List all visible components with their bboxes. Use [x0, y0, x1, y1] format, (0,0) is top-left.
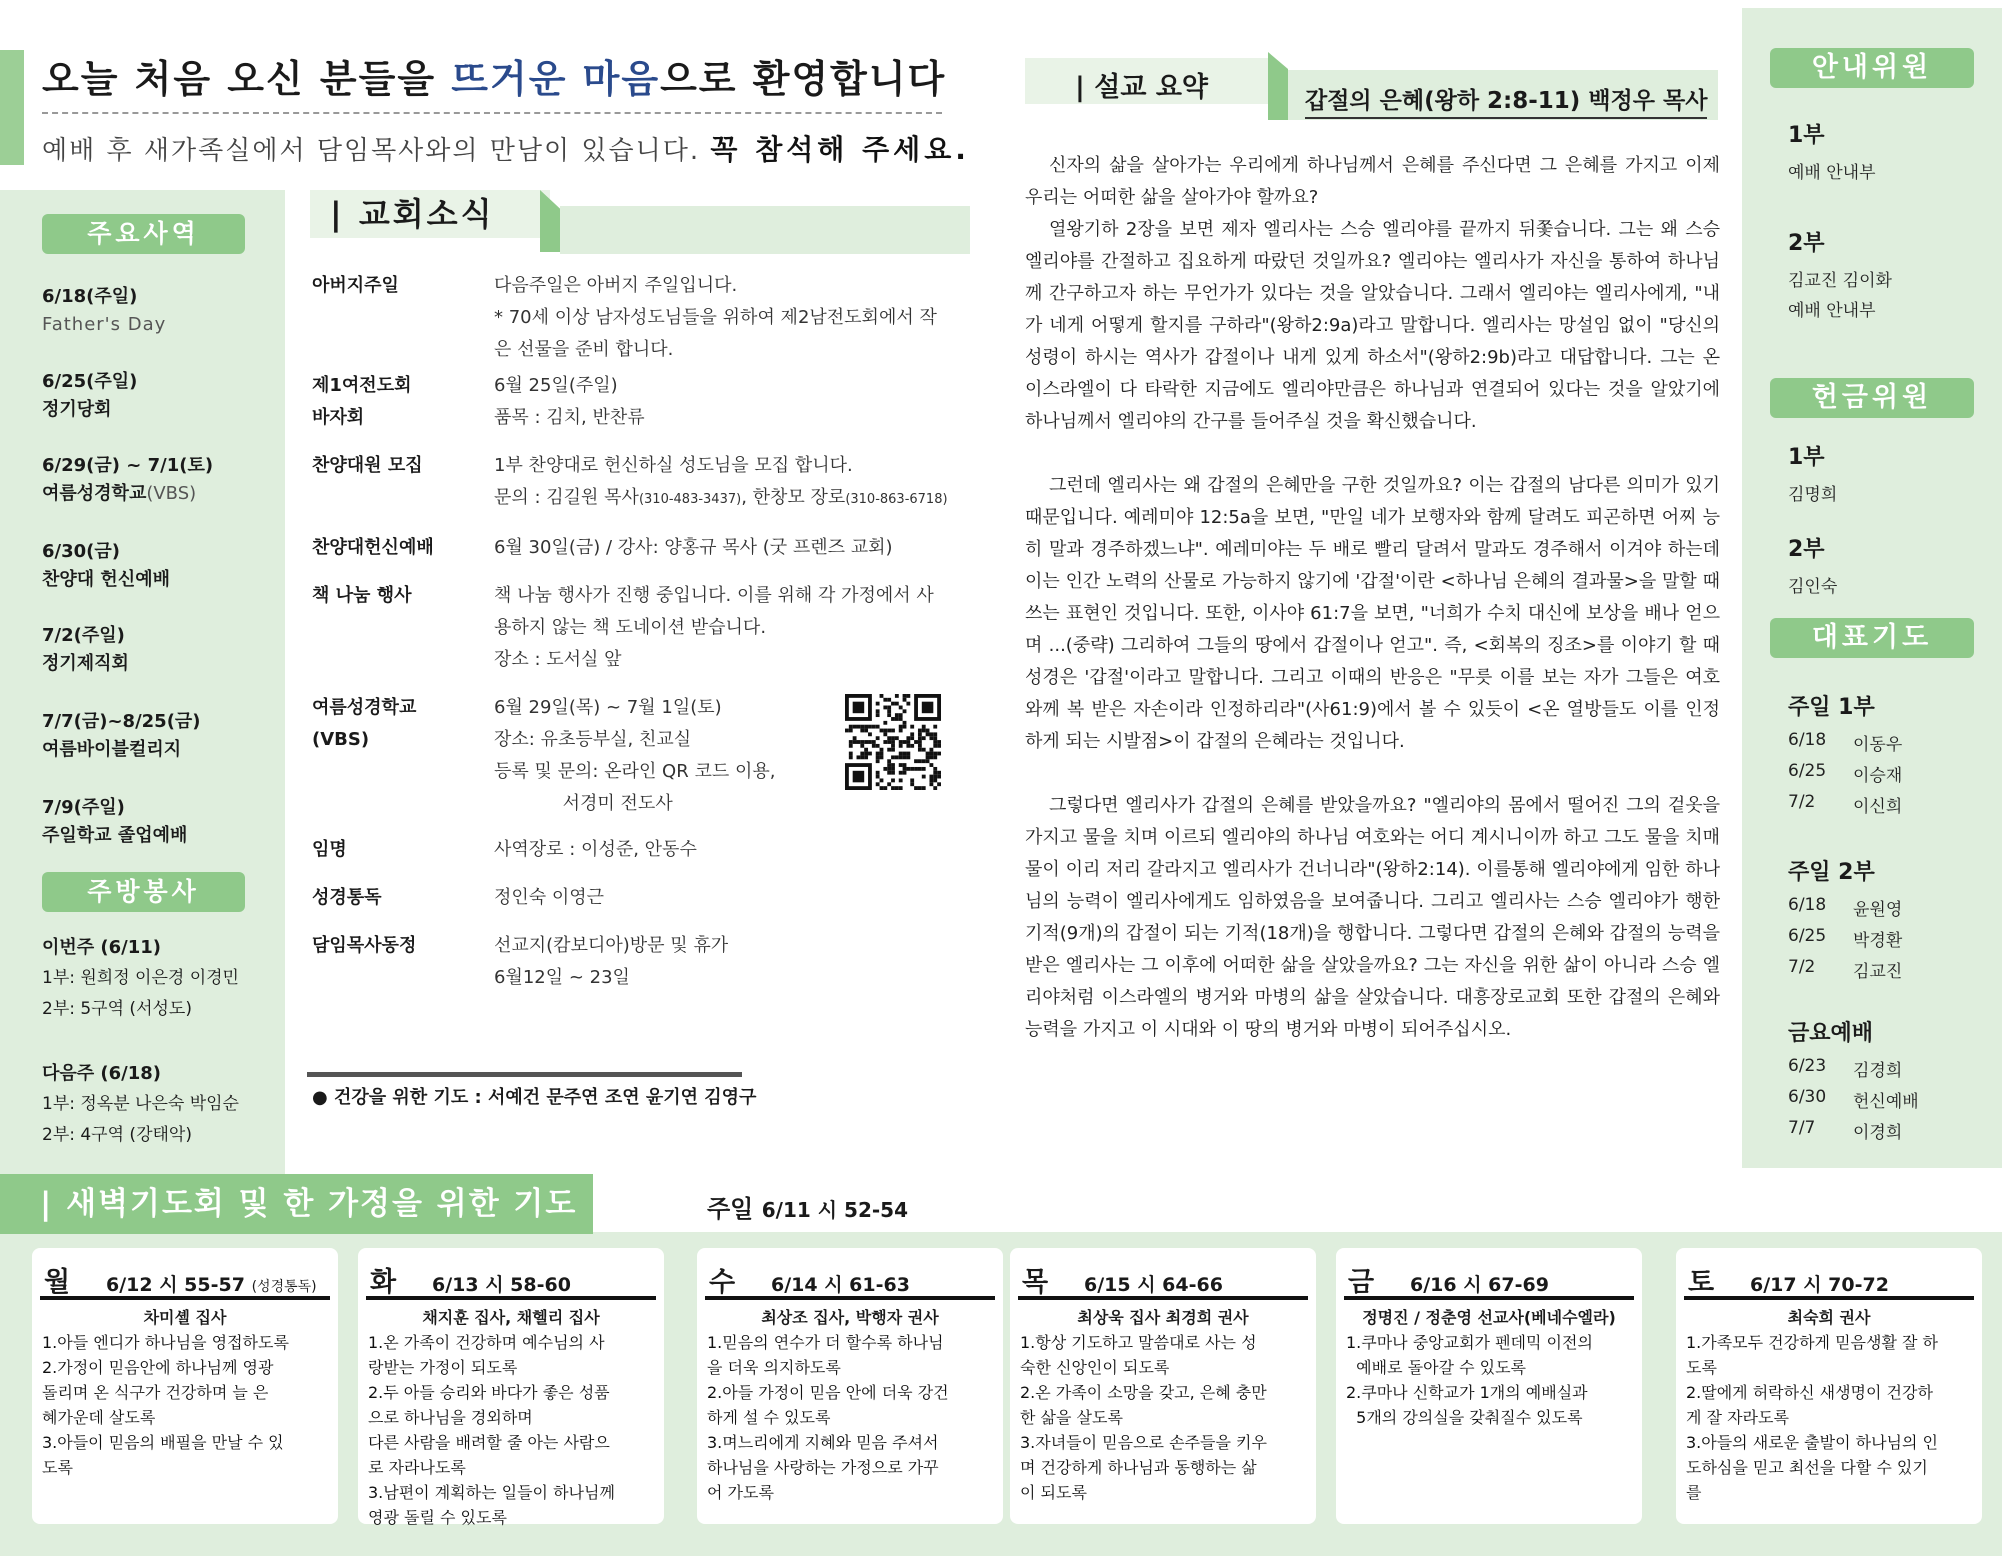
prayer-group-head: 주일 2부	[1788, 860, 1875, 885]
news-value-line: 1부 찬양대로 헌신하실 성도님을 모집 합니다.	[494, 455, 853, 476]
prayer-row	[1788, 761, 1958, 786]
card-date: 6/15 시 64-66	[1084, 1274, 1223, 1296]
news-key-line: 담임목사동정	[312, 935, 417, 956]
prayer-group-head: 주일 1부	[1788, 695, 1875, 720]
prayer-name: 이신희	[1853, 797, 1903, 817]
kitchen-heading: 주방봉사	[42, 872, 245, 912]
news-value-line: 6월 25일(주일)	[494, 375, 618, 396]
prayer-date: 6/18	[1788, 730, 1827, 750]
card-day: 화	[370, 1267, 397, 1298]
event-title: 여름성경학교(VBS)	[42, 483, 197, 504]
card-header	[366, 1264, 656, 1300]
prayer-heading: 대표기도	[1770, 618, 1974, 658]
card-item: 3.아들의 새로운 출발이 하나님의 인	[1686, 1433, 1938, 1452]
card-item: 랑받는 가정이 되도록	[368, 1358, 518, 1377]
news-key-line: 성경통독	[312, 887, 382, 908]
news-key	[312, 834, 487, 866]
event-item	[42, 622, 282, 678]
card-item: 1.온 가족이 건강하며 예수님의 사	[368, 1333, 605, 1352]
news-key-line: 찬양대헌신예배	[312, 537, 434, 558]
card-item: 이 되도록	[1020, 1483, 1087, 1502]
sermon-title: 갑절의 은혜(왕하 2:8-11) 백정우 목사	[1305, 82, 1707, 119]
prayer-name: 이동우	[1853, 735, 1903, 755]
card-item: 돌리며 온 식구가 건강하며 늘 은	[42, 1383, 269, 1402]
prayer-date: 7/2	[1788, 957, 1816, 977]
news-key	[312, 930, 487, 962]
card-item: 3.며느리에게 지혜와 믿음 주셔서	[707, 1433, 939, 1452]
offering-group-head: 2부	[1788, 537, 1825, 562]
prayer-date: 6/25	[1788, 926, 1827, 946]
sermon-paragraph: 신자의 삶을 살아가는 우리에게 하나님께서 은혜를 주신다면 그 은혜를 가지고 이제 우리는 어떠한 삶을 살아가야 할까요?	[1025, 155, 1720, 208]
phone-number: (310-863-6718)	[845, 492, 948, 507]
kitchen-week	[42, 1058, 282, 1151]
card-header	[1018, 1264, 1308, 1300]
news-key	[312, 370, 487, 434]
ushers-heading: 안내위원	[1770, 48, 1974, 88]
prayer-date: 6/30	[1788, 1087, 1827, 1107]
prayer-card	[1676, 1248, 1982, 1524]
prayer-name: 윤원영	[1853, 900, 1903, 920]
card-items	[368, 1330, 658, 1530]
offering-heading: 헌금위원	[1770, 378, 1974, 418]
news-value	[494, 370, 994, 434]
news-key-line: 찬양대원 모집	[312, 455, 423, 476]
offering-group-head: 1부	[1788, 445, 1825, 470]
card-header	[40, 1264, 330, 1300]
card-items	[1686, 1330, 1976, 1505]
card-item: 5개의 강의실을 갖춰질수 있도록	[1346, 1408, 1583, 1427]
news-value-line: 장소: 유초등부실, 친교실	[494, 729, 692, 750]
news-value-line: 정인숙 이영근	[494, 887, 605, 908]
news-value-line: 용하지 않는 책 도네이션 받습니다.	[494, 617, 767, 638]
card-item: 2.온 가족이 소망을 갖고, 은혜 충만	[1020, 1383, 1267, 1402]
news-key-line: 임명	[312, 839, 347, 860]
card-item: 1.가족모두 건강하게 믿음생활 잘 하	[1686, 1333, 1938, 1352]
card-date: 6/12 시 55-57 (성경통독)	[106, 1274, 317, 1296]
prayer-card	[358, 1248, 664, 1527]
usher-name: 예배 안내부	[1788, 301, 1876, 321]
news-key-line: 책 나눔 행사	[312, 585, 412, 606]
news-value-line: 6월 30일(금) / 강사: 양홍규 목사 (굿 프렌즈 교회)	[494, 537, 893, 558]
prayer-card	[697, 1248, 1003, 1524]
kitchen-line: 1부: 원희정 이은경 이경민	[42, 968, 239, 988]
news-value	[494, 834, 994, 866]
news-value-line: 다음주일은 아버지 주일입니다.	[494, 275, 738, 296]
card-item: 2.두 아들 승리와 바다가 좋은 성품	[368, 1383, 610, 1402]
news-heading-band	[560, 206, 970, 254]
sermon-paragraph: 그렇다면 엘리사가 갑절의 은혜를 받았을까요? "엘리야의 몸에서 떨어진 그의 겉옷을 가지고 물을 치며 이르되 엘리야의 하나님 여호와는 어디 계시니이까 하고 그도 물을 치매 물이 이리 저리 갈라지고 엘리사가 건너니라"(왕하2:14). 이를통해 엘리야에게 임한 하나님의 능력이 엘리사에게도 임하였음을 보여줍니다. 그리고 엘리사는 스승 엘리야가 행한 기적(9개)의 갑절이 되는 기적(18개)을 행합니다. 그렇다면 갑절의 은혜와 갑절의 능력을 받은 엘리사는 그 이후에 어떠한 삶을 살았을까요? 그는 자신을 위한 삶이 아니라 스승 엘리야처럼 이스라엘의 병거와 마병의 삶을 살았습니다. 대흥장로교회 또한 갑절의 은혜와 능력을 가지고 이 시대와 이 땅의 병거와 마병이 되어주십시오.	[1025, 795, 1720, 1040]
card-items	[1346, 1330, 1636, 1430]
news-divider	[307, 1072, 742, 1077]
news-key	[312, 270, 487, 302]
card-item: 도하심을 믿고 최선을 다할 수 있기	[1686, 1458, 1928, 1477]
card-day: 토	[1688, 1267, 1715, 1298]
card-item: 2.가정이 믿음안에 하나님께 영광	[42, 1358, 274, 1377]
news-value	[494, 930, 994, 994]
news-value	[494, 580, 994, 676]
news-key-line: (VBS)	[312, 729, 370, 750]
card-item: 1.쿠마나 중앙교회가 펜데믹 이전의	[1346, 1333, 1593, 1352]
news-key	[312, 882, 487, 914]
welcome-title: 오늘 처음 오신 분들을 뜨거운 마음으로 환영합니다	[42, 57, 947, 101]
card-items	[1020, 1330, 1310, 1505]
event-item	[42, 708, 282, 764]
card-item: 2.딸에게 허락하신 새생명이 건강하	[1686, 1383, 1933, 1402]
sermon-body	[1025, 150, 1720, 1046]
news-value-line: * 70세 이상 남자성도님들을 위하여 제2남전도회에서 작	[494, 307, 937, 328]
news-value-line: 6월 29일(목) ~ 7월 1일(토)	[494, 697, 722, 718]
news-value-line: 등록 및 문의: 온라인 QR 코드 이용,	[494, 761, 776, 782]
card-family: 채지훈 집사, 채헬리 집사	[422, 1308, 600, 1327]
news-value-line: 사역장로 : 이성준, 안동수	[494, 839, 697, 860]
card-note: (성경통독)	[251, 1279, 317, 1295]
news-key	[312, 532, 487, 564]
events-heading: 주요사역	[42, 214, 245, 254]
qr-code-icon[interactable]	[845, 694, 941, 790]
card-family: 최숙희 권사	[1787, 1308, 1871, 1327]
card-day: 월	[44, 1267, 71, 1298]
card-date: 6/16 시 67-69	[1410, 1274, 1549, 1296]
prayer-name: 김교진	[1853, 962, 1903, 982]
event-title: 정기제직회	[42, 653, 129, 674]
card-item: 3.남편이 계획하는 일들이 하나님께	[368, 1483, 615, 1502]
card-item: 하게 설 수 있도록	[707, 1408, 831, 1427]
prayer-row	[1788, 1056, 1958, 1081]
kitchen-line: 1부: 정옥분 나은숙 박임순	[42, 1094, 239, 1114]
news-value-line: 책 나눔 행사가 진행 중입니다. 이를 위해 각 가정에서 사	[494, 585, 934, 606]
news-heading: | 교회소식	[310, 190, 550, 238]
prayer-row	[1788, 1087, 1958, 1112]
event-date: 6/29(금) ~ 7/1(토)	[42, 455, 214, 476]
prayer-section-heading: | 새벽기도회 및 한 가정을 위한 기도	[0, 1174, 593, 1234]
news-value-line: 문의 : 김길원 목사(310-483-3437), 한창모 장로(310-863-6718)	[494, 487, 948, 508]
prayer-date: 7/7	[1788, 1118, 1816, 1138]
kitchen-line: 2부: 5구역 (서성도)	[42, 999, 192, 1019]
kitchen-week-head: 다음주 (6/18)	[42, 1063, 162, 1084]
event-title: 주일학교 졸업예배	[42, 825, 188, 846]
card-family: 정명진 / 정춘영 선교사(베네수엘라)	[1362, 1308, 1616, 1327]
kitchen-line: 2부: 4구역 (강태악)	[42, 1125, 192, 1145]
event-date: 7/9(주일)	[42, 797, 125, 818]
card-items	[707, 1330, 997, 1505]
prayer-date: 6/25	[1788, 761, 1827, 781]
card-item: 게 잘 자라도록	[1686, 1408, 1789, 1427]
prayer-card	[1010, 1248, 1316, 1524]
prayer-card	[1336, 1248, 1642, 1524]
card-header	[1344, 1264, 1634, 1300]
event-date: 7/7(금)~8/25(금)	[42, 711, 201, 732]
event-title: Father's Day	[42, 314, 167, 335]
card-item: 으로 하나님을 경외하며	[368, 1408, 533, 1427]
news-value	[494, 532, 994, 564]
prayer-row	[1788, 792, 1958, 817]
sermon-paragraph: 그런데 엘리사는 왜 갑절의 은혜만을 구한 것일까요? 이는 갑절의 남다른 의미가 있기 때문입니다. 예레미야 12:5a을 보면, "만일 네가 보행자와 함께 달려도 피곤하면 어찌 능히 말과 경주하겠느냐". 예레미야는 두 배로 빨리 달려서 말과도 경주해서 이겨야 하는데 이는 인간 노력의 산물로 가능하지 않기에 '갑절'이란 <하나님 은혜의 결과물>을 말할 때 쓰는 표현인 것입니다. 또한, 이사야 61:7을 보면, "너희가 수치 대신에 보상을 배나 얻으며 ...(중략) 그리하여 그들의 땅에서 갑절이나 얻고". 즉, <회복의 징조>를 이야기 할 때 성경은 '갑절'이라고 말합니다. 그리고 이때의 반응은 "무릇 이를 보는 자가 그들은 여호와께 복 받은 자손이라 인정하리라"(사61:9)에서 볼 수 있듯이 <온 열방들도 이를 인정하게 되는 시발점>이 갑절의 은혜라는 것입니다.	[1025, 475, 1720, 752]
card-header	[1684, 1264, 1974, 1300]
welcome-divider	[42, 112, 942, 114]
usher-group-head: 1부	[1788, 123, 1825, 148]
news-value-line: 선교지(캄보디아)방문 및 휴가	[494, 935, 729, 956]
prayer-group-head: 금요예배	[1788, 1021, 1874, 1046]
news-value-line: 은 선물을 준비 합니다.	[494, 339, 674, 360]
card-item: 숙한 신앙인이 되도록	[1020, 1358, 1170, 1377]
prayer-name: 이승재	[1853, 766, 1903, 786]
news-value-line: 서경미 전도사	[494, 793, 673, 814]
card-item: 예배로 돌아갈 수 있도록	[1346, 1358, 1526, 1377]
card-day: 수	[709, 1267, 736, 1298]
card-family: 최상조 집사, 박행자 권사	[761, 1308, 939, 1327]
kitchen-week-head: 이번주 (6/11)	[42, 937, 162, 958]
event-item	[42, 452, 282, 508]
card-date: 6/14 시 61-63	[771, 1274, 910, 1296]
card-item: 2.쿠마나 신학교가 1개의 예배실과	[1346, 1383, 1588, 1402]
news-value	[494, 450, 994, 516]
card-item: 로 자라나도록	[368, 1458, 466, 1477]
usher-name: 예배 안내부	[1788, 163, 1876, 183]
card-item: 어 가도록	[707, 1483, 774, 1502]
event-date: 7/2(주일)	[42, 625, 125, 646]
event-title: 여름바이블컬리지	[42, 739, 182, 760]
card-family: 차미셸 집사	[143, 1308, 227, 1327]
event-item	[42, 538, 282, 594]
card-header	[705, 1264, 995, 1300]
card-family: 최상욱 집사 최경희 권사	[1077, 1308, 1249, 1327]
news-key	[312, 450, 487, 482]
card-item: 1.아들 엔디가 하나님을 영접하도록	[42, 1333, 289, 1352]
event-item	[42, 794, 282, 850]
event-item	[42, 283, 282, 339]
usher-group-head: 2부	[1788, 231, 1825, 256]
prayer-card	[32, 1248, 338, 1524]
card-item: 도록	[1686, 1358, 1717, 1377]
prayer-name: 김경희	[1853, 1061, 1903, 1081]
card-item: 를	[1686, 1483, 1702, 1502]
sermon-heading-accent	[1268, 52, 1288, 120]
prayer-row	[1788, 926, 1958, 951]
event-date: 6/25(주일)	[42, 371, 138, 392]
card-item: 1.믿음의 연수가 더 할수록 하나님	[707, 1333, 944, 1352]
offering-name: 김명희	[1788, 485, 1838, 505]
card-item: 3.자녀들이 믿음으로 손주들을 키우	[1020, 1433, 1267, 1452]
news-key-line: 바자회	[312, 407, 365, 428]
card-item: 1.항상 기도하고 말씀대로 사는 성	[1020, 1333, 1257, 1352]
sunday-reading: 주일 6/11 시 52-54	[683, 1185, 991, 1231]
prayer-row	[1788, 895, 1958, 920]
prayer-row	[1788, 957, 1958, 982]
card-day: 금	[1348, 1267, 1375, 1298]
news-value-line: 6월12일 ~ 23일	[494, 967, 630, 988]
prayer-row	[1788, 730, 1958, 755]
card-item: 2.아들 가정이 믿음 안에 더욱 강건	[707, 1383, 949, 1402]
news-key-line: 아버지주일	[312, 275, 399, 296]
sermon-heading: | 설교 요약	[1025, 58, 1275, 104]
offering-name: 김인숙	[1788, 577, 1838, 597]
card-item: 을 더욱 의지하도록	[707, 1358, 841, 1377]
prayer-date: 7/2	[1788, 792, 1816, 812]
card-items	[42, 1330, 332, 1480]
news-value-line: 품목 : 김치, 반찬류	[494, 407, 645, 428]
event-item	[42, 368, 282, 424]
card-item: 도록	[42, 1458, 73, 1477]
prayer-name: 이경희	[1853, 1123, 1903, 1143]
news-key-line: 제1여전도회	[312, 375, 412, 396]
welcome-accent-bar	[0, 50, 24, 165]
card-day: 목	[1022, 1267, 1049, 1298]
event-suffix: (VBS)	[146, 483, 197, 504]
card-item: 하나님을 사랑하는 가정으로 가꾸	[707, 1458, 939, 1477]
card-item: 다른 사람을 배려할 줄 아는 사람으	[368, 1433, 610, 1452]
card-date: 6/13 시 58-60	[432, 1274, 571, 1296]
prayer-name: 박경환	[1853, 931, 1903, 951]
event-title: 찬양대 헌신예배	[42, 569, 170, 590]
prayer-date: 6/23	[1788, 1056, 1827, 1076]
card-date: 6/17 시 70-72	[1750, 1274, 1889, 1296]
sermon-paragraph: 열왕기하 2장을 보면 제자 엘리사는 스승 엘리야를 끝까지 뒤쫓습니다. 그는 왜 스승 엘리야를 간절하고 집요하게 따랐던 것일까요? 엘리야는 엘리사가 자신을 통하여 하나님께 간구하고자 하는 무언가가 있다는 것을 알았습니다. 그래서 엘리야는 엘리사에게, "내가 네게 어떻게 할지를 구하라"(왕하2:9a)라고 말합니다. 엘리사는 망설임 없이 "당신의 성령이 하시는 역사가 갑절이나 내게 있게 하소서"(왕하2:9b)라고 대답합니다. 그는 온 이스라엘이 다 타락한 지금에도 엘리야만큼은 하나님과 연결되어 있다는 것을 알았기에 하나님께서 엘리야의 간구를 들어주실 것을 확신했습니다.	[1025, 219, 1720, 432]
health-prayer: ● 건강을 위한 기도 : 서예건 문주연 조연 윤기연 김영구	[312, 1087, 757, 1108]
news-key	[312, 692, 487, 756]
prayer-row	[1788, 1118, 1958, 1143]
event-date: 6/18(주일)	[42, 286, 138, 307]
news-value	[494, 882, 994, 914]
card-item: 3.아들이 믿음의 배필을 만날 수 있	[42, 1433, 284, 1452]
news-key	[312, 580, 487, 612]
news-key-line: 여름성경학교	[312, 697, 417, 718]
phone-number: (310-483-3437)	[638, 492, 742, 507]
usher-name: 김교진 김이화	[1788, 271, 1892, 291]
card-item: 한 삶을 살도록	[1020, 1408, 1123, 1427]
kitchen-week	[42, 932, 282, 1025]
welcome-subtitle: 예배 후 새가족실에서 담임목사와의 만남이 있습니다. 꼭 참석해 주세요.	[42, 133, 970, 166]
event-date: 6/30(금)	[42, 541, 120, 562]
news-heading-accent	[540, 190, 560, 252]
card-item: 혜가운데 살도록	[42, 1408, 156, 1427]
prayer-name: 헌신예배	[1853, 1092, 1919, 1112]
card-item: 영광 돌릴 수 있도록	[368, 1508, 507, 1527]
card-item: 며 건강하게 하나님과 동행하는 삶	[1020, 1458, 1257, 1477]
event-title: 정기당회	[42, 399, 112, 420]
news-value	[494, 270, 994, 366]
prayer-date: 6/18	[1788, 895, 1827, 915]
news-value-line: 장소 : 도서실 앞	[494, 649, 622, 670]
